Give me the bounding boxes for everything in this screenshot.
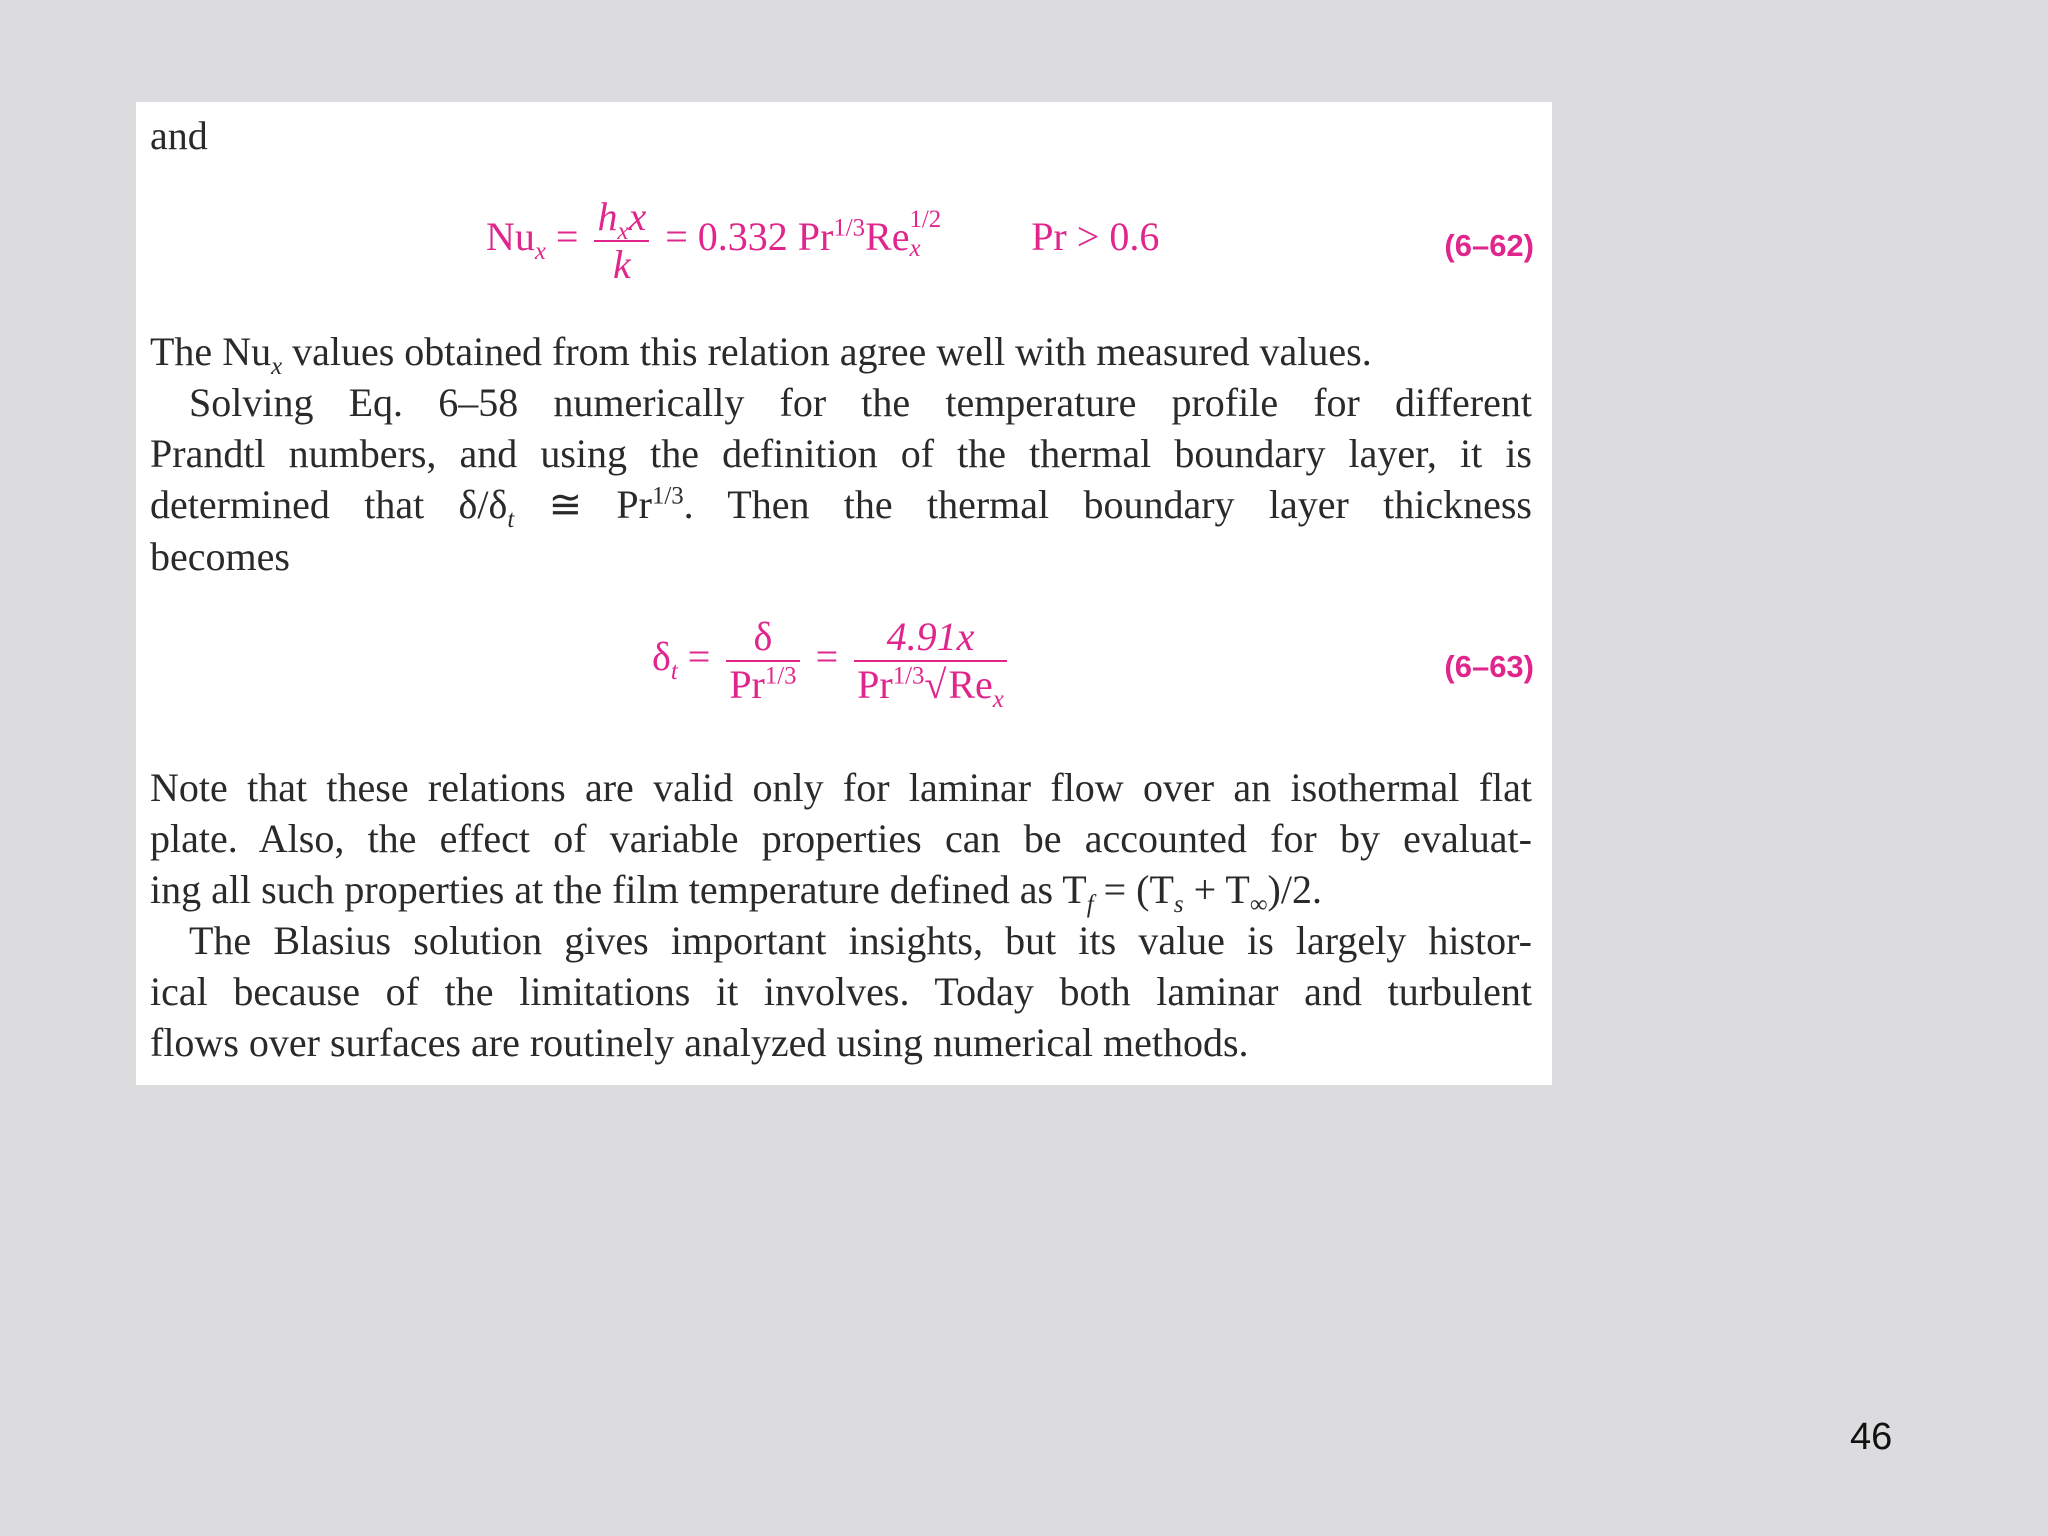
paragraph-1: The $Nu_x$ values obtained from this relation agree well with measured values. <box>150 329 1372 380</box>
eq-6-63-fraction-2: $\frac{4.91x}{Pr^{1/3}√Re_x}$ <box>854 614 1007 708</box>
paragraph-2-line-4: becomes <box>150 534 290 579</box>
equation-number-6-63: (6–63) <box>1444 649 1534 684</box>
paragraph-4-line-2: ical because of the limitations it involves. Today both laminar and turbulent <box>150 969 1532 1014</box>
eq-6-63-lhs: $\delta_t$ <box>652 634 678 686</box>
paragraph-2-line-3: determined that $\delta/\delta_t$ ≅ $Pr^{1/3}$. Then the thermal boundary layer thickness <box>150 482 1532 533</box>
intro-word: and <box>150 113 208 158</box>
paragraph-4-line-1: The Blasius solution gives important insights, but its value is largely histor- <box>189 918 1532 963</box>
square-root-icon: √ <box>924 662 947 707</box>
paragraph-3-line-3: ing all such properties at the film temperature defined as $T_f = (T_s + T_\infty)/2$. <box>150 867 1322 918</box>
scanned-textbook-excerpt <box>136 102 1552 1085</box>
equation-6-63: $\delta_t$ = $\frac{\delta}{Pr^{1/3}}$ = $\frac{4.91x}{Pr^{1/3}√Re_x}$ <box>652 614 1013 708</box>
paragraph-3-line-2: plate. Also, the effect of variable properties can be accounted for by evaluat- <box>150 816 1532 861</box>
page-number: 46 <box>1850 1416 1893 1458</box>
eq-6-63-fraction-1: $\frac{\delta}{Pr^{1/3}}$ <box>726 614 799 708</box>
eq-6-62-rhs: = 0.332 $Pr^{1/3}Re$ 1/2 x <box>665 206 942 262</box>
equation-6-62: $Nu_x$ = $\frac{h_xx}{k}$ = 0.332 $Pr^{1/3}Re$ 1/2 x Pr > 0.6 <box>486 194 1160 287</box>
eq-6-62-fraction: $\frac{h_xx}{k}$ <box>594 194 649 288</box>
eq-6-62-lhs: $Nu_x$ <box>486 214 546 266</box>
paragraph-3-line-1: Note that these relations are valid only for laminar flow over an isothermal flat <box>150 765 1532 810</box>
paragraph-4-line-3: flows over surfaces are routinely analyzed using numerical methods. <box>150 1020 1249 1065</box>
paragraph-2-line-2: Prandtl numbers, and using the definition of the thermal boundary layer, it is <box>150 431 1532 476</box>
paragraph-2-line-1: Solving Eq. 6–58 numerically for the temperature profile for different <box>189 380 1532 425</box>
eq-6-62-condition: Pr > 0.6 <box>1031 214 1160 260</box>
equation-number-6-62: (6–62) <box>1444 228 1534 263</box>
